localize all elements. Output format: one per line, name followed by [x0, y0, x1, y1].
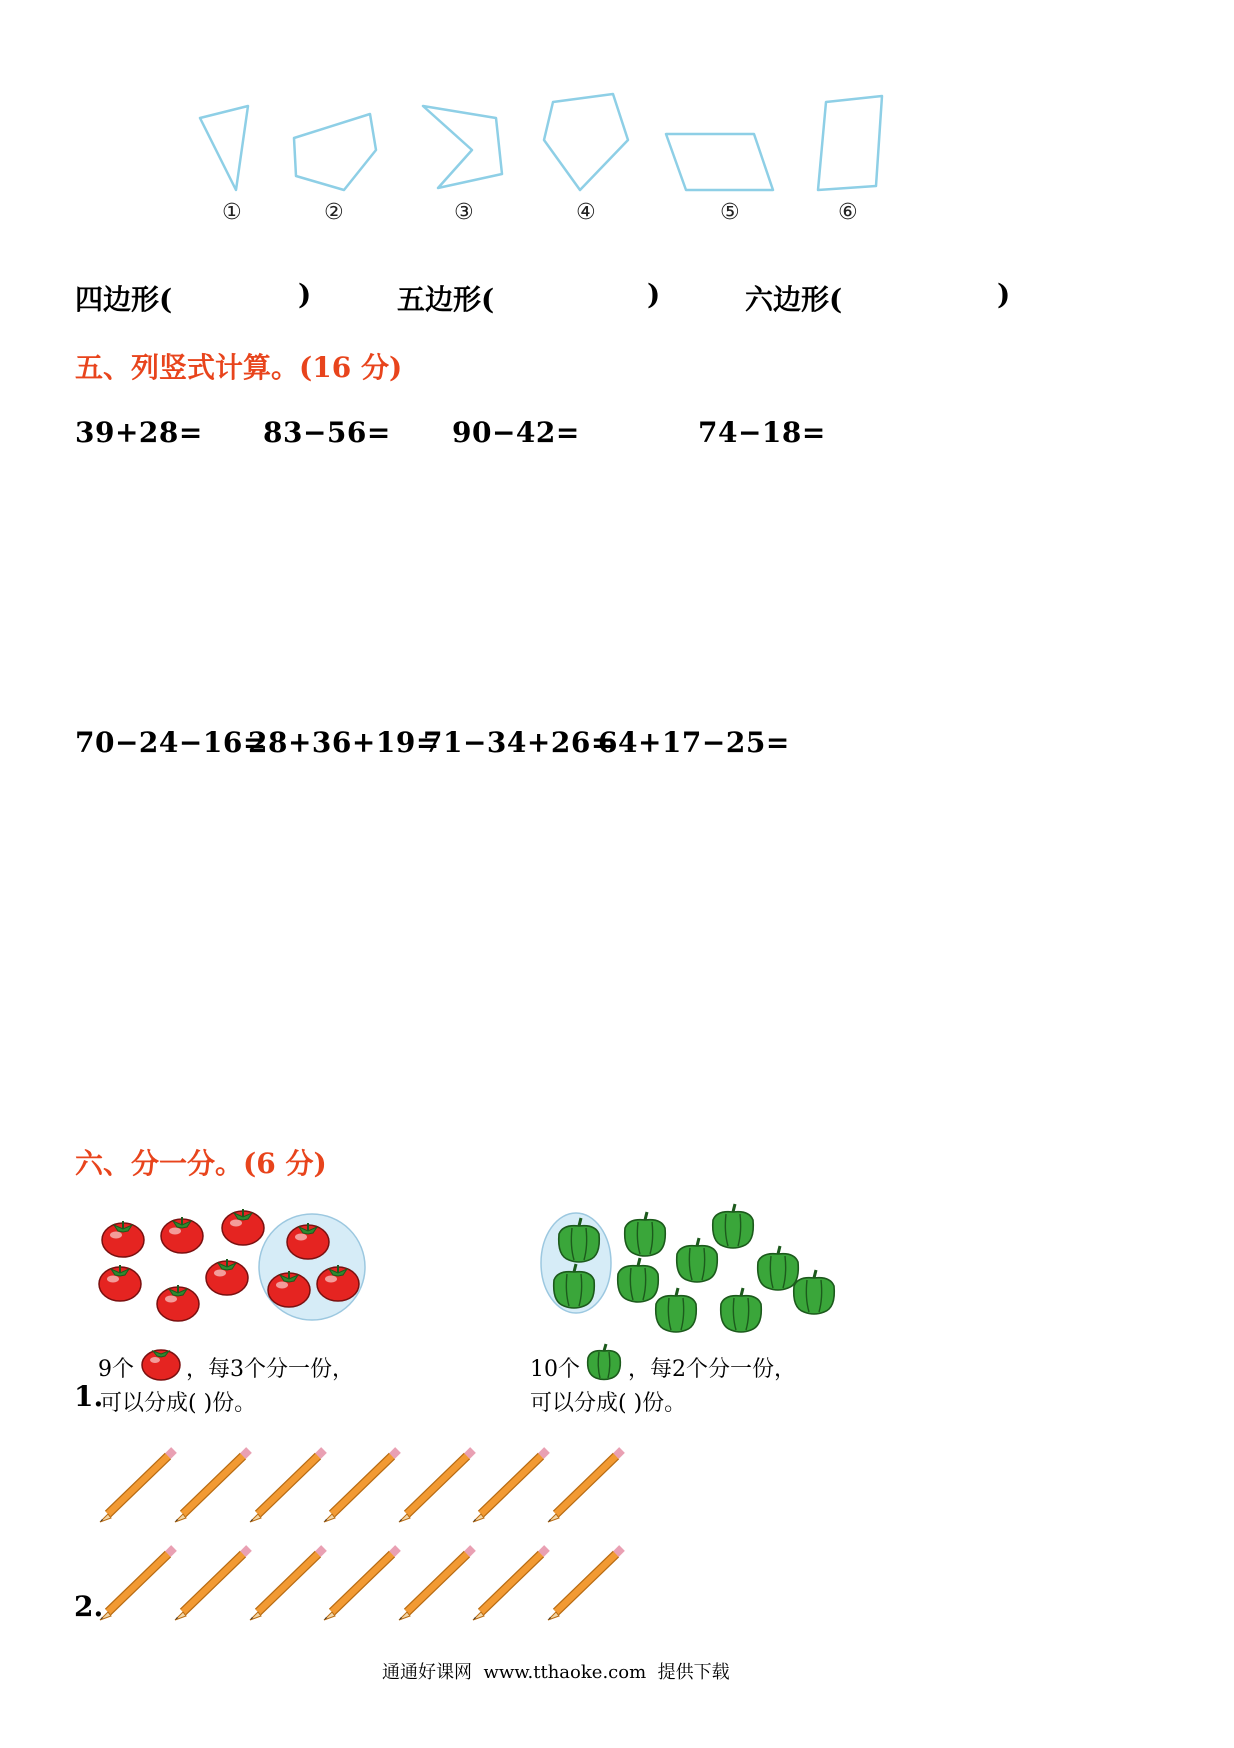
pepper-icon	[618, 1258, 659, 1302]
tomato-text-answer: 可以分成( )份。	[100, 1391, 257, 1416]
tomato-icon	[206, 1259, 248, 1295]
expr-row2-2: 28+36+19=	[248, 726, 440, 759]
quadrilateral-blank-label: 四边形(	[75, 283, 173, 316]
shape-label-1: ①	[222, 200, 242, 225]
pencil-icon	[324, 1450, 398, 1522]
expr-row2-1: 70−24−16=	[75, 726, 267, 759]
pencil-icon	[473, 1548, 547, 1620]
tomato-icon	[99, 1265, 141, 1301]
expr-row1-2: 83−56=	[263, 416, 391, 449]
pentagon-blank-label: 五边形(	[397, 283, 495, 316]
shape-5-quadrilateral	[666, 134, 773, 190]
shape-1-triangle	[200, 106, 248, 190]
expr-row1-1: 39+28=	[75, 416, 203, 449]
pencil-icon	[175, 1548, 249, 1620]
pepper-icon	[721, 1288, 762, 1332]
pepper-inline-icon	[584, 1340, 624, 1382]
pencil-icon	[324, 1548, 398, 1620]
pentagon-blank-close: )	[647, 278, 661, 311]
expr-row1-3: 90−42=	[452, 416, 580, 449]
quadrilateral-blank-close: )	[298, 278, 312, 311]
shape-label-2: ②	[324, 200, 344, 225]
pencils-illustration	[0, 1440, 1234, 1640]
expr-row2-4: 64+17−25=	[598, 726, 790, 759]
tomato-icon	[161, 1217, 203, 1253]
pencil-icon	[175, 1450, 249, 1522]
pepper-icon	[713, 1204, 754, 1248]
tomato-icon	[157, 1285, 199, 1321]
shape-3-concave-pentagon	[423, 106, 502, 188]
tomato-inline-icon	[138, 1342, 184, 1382]
tomato-text-count: 9个	[98, 1357, 134, 1382]
question-1-number: 1.	[74, 1380, 104, 1413]
pepper-text-answer: 可以分成( )份。	[530, 1391, 687, 1416]
pencil-icon	[100, 1450, 174, 1522]
pepper-icon	[677, 1238, 718, 1282]
pepper-text-rule: ，每2个分一份，	[628, 1357, 796, 1382]
pepper-text-count: 10个	[530, 1357, 580, 1382]
footer-text: 通通好课网 www.tthaoke.com 提供下载	[382, 1662, 730, 1683]
pencil-icon	[548, 1548, 622, 1620]
shapes-figure	[0, 0, 1234, 240]
shape-label-5: ⑤	[720, 200, 740, 225]
question-2-number: 2.	[74, 1590, 104, 1623]
section6-heading: 六、分一分。(6 分)	[75, 1147, 327, 1180]
tomato-icon	[102, 1221, 144, 1257]
pencil-icon	[100, 1548, 174, 1620]
pencil-icon	[548, 1450, 622, 1522]
tomato-icon	[222, 1209, 264, 1245]
shape-2-pentagon	[294, 114, 376, 190]
pencil-icon	[250, 1450, 324, 1522]
expr-row2-3: 71−34+26=	[423, 726, 615, 759]
hexagon-blank-label: 六边形(	[745, 283, 843, 316]
shape-6-quadrilateral	[818, 96, 882, 190]
shape-label-6: ⑥	[838, 200, 858, 225]
hexagon-blank-close: )	[997, 278, 1011, 311]
pencil-icon	[399, 1450, 473, 1522]
shape-4-pentagon	[544, 94, 628, 190]
tomato-text-rule: ，每3个分一份，	[186, 1357, 354, 1382]
shape-label-3: ③	[454, 200, 474, 225]
pepper-icon	[656, 1288, 697, 1332]
pencil-icon	[399, 1548, 473, 1620]
expr-row1-4: 74−18=	[698, 416, 826, 449]
pepper-icon	[625, 1212, 666, 1256]
section5-heading: 五、列竖式计算。(16 分)	[75, 351, 403, 384]
pencil-icon	[473, 1450, 547, 1522]
shape-label-4: ④	[576, 200, 596, 225]
pepper-icon	[794, 1270, 835, 1314]
pencil-icon	[250, 1548, 324, 1620]
pepper-icon	[758, 1246, 799, 1290]
